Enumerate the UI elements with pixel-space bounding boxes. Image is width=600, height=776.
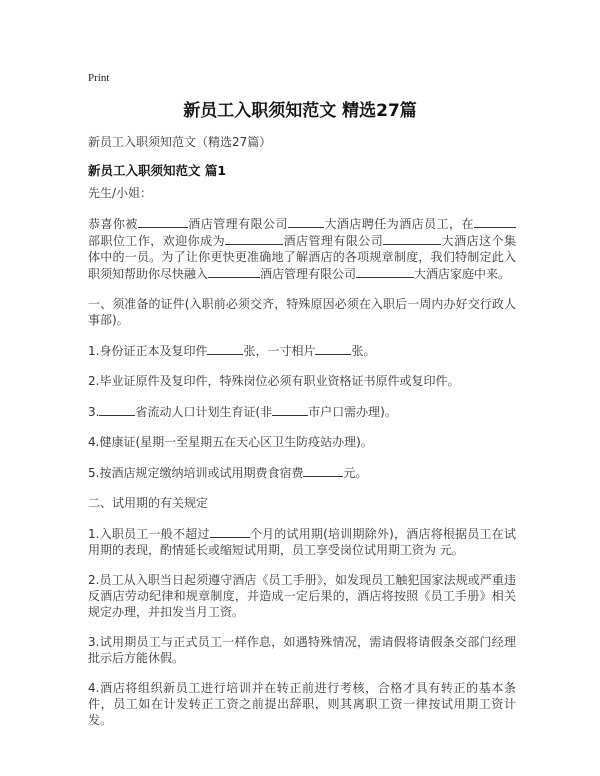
fill-blank (138, 215, 188, 228)
intro-paragraph (88, 215, 516, 282)
fill-blank (356, 265, 414, 278)
item-text: 张，一寸相片 (243, 344, 316, 358)
intro-text: 大酒店聘任为酒店员工，在 (323, 217, 474, 231)
section1-item-2: 2.毕业证原件及复印件，特殊岗位必须有职业资格证书原件或复印件。 (88, 374, 460, 388)
fill-blank (208, 265, 260, 278)
item-text: 个月的试用期(培训期除外)，酒店将根据员工在试用期的表现，酌情延长或缩短试用期，员工享受岗位试用期工资为 元。 (88, 527, 516, 557)
fill-blank (99, 403, 135, 416)
fill-blank (225, 232, 283, 245)
fill-blank (383, 232, 441, 245)
section1-item-3 (88, 403, 516, 420)
item-text: 1.身份证正本及复印件 (88, 344, 208, 358)
fill-blank (288, 215, 324, 228)
item-text: 省流动人口计划生育证(非 (135, 405, 273, 419)
section2-item-1 (88, 525, 516, 558)
document-title: 新员工入职须知范文 精选27篇 (183, 101, 417, 121)
intro-text: 恭喜你被 (88, 217, 138, 231)
article-body (88, 185, 516, 742)
fill-blank (272, 403, 308, 416)
item-text: 5.按酒店规定缴纳培训或试用期费食宿费 (88, 466, 304, 480)
fill-blank (474, 215, 516, 228)
document-subtitle: 新员工入职须知范文（精选27篇） (88, 135, 272, 149)
item-text: 市户口需办理)。 (308, 405, 397, 419)
intro-text: 大酒店家庭中来。 (414, 267, 511, 281)
section1-item-4: 4.健康证(星期一至星期五在天心区卫生防疫站办理)。 (88, 435, 373, 449)
section1-item-5 (88, 464, 516, 481)
fill-blank (210, 525, 250, 538)
intro-text: 酒店管理有限公司 (283, 234, 384, 248)
salutation: 先生/小姐： (88, 186, 153, 200)
fill-blank (207, 342, 243, 355)
fill-blank (303, 464, 343, 477)
fill-blank (315, 342, 351, 355)
intro-text: 酒店管理有限公司 (260, 267, 357, 281)
item-text: 张。 (351, 344, 376, 358)
section1-item-1 (88, 342, 516, 359)
section2-item-4: 4.酒店将组织新员工进行培训并在转正前进行考核，合格才具有转正的基本条件，员工如在计发转正工资之前提出辞职，则其离职工资一律按试用期工资计发。 (88, 681, 516, 727)
section1-heading: 一、须准备的证件(入职前必须交齐，特殊原因必须在入职后一周内办好交行政人事部)。 (88, 297, 516, 327)
item-text: 元。 (343, 466, 368, 480)
section2-heading: 二、试用期的有关规定 (88, 496, 209, 510)
item-text: 3. (88, 405, 100, 419)
intro-text: 酒店管理有限公司 (187, 217, 288, 231)
article-heading: 新员工入职须知范文 篇1 (88, 163, 227, 178)
intro-text: 部职位工作，欢迎你成为 (88, 234, 226, 248)
item-text: 1.入职员工一般不超过 (88, 527, 210, 541)
section2-item-3: 3.试用期员工与正式员工一样作息，如遇特殊情况，需请假将请假条交部门经理批示后方能休假。 (88, 635, 516, 665)
print-link[interactable]: Print (88, 72, 110, 84)
intro-text: 大酒店这个集体中的一员。为了让你更快更准确地了解酒店的各项规章制度，我们特制定此入职须知帮助你尽快融入 (88, 234, 516, 281)
section2-item-2: 2.员工从入职当日起须遵守酒店《员工手册》，如发现员工触犯国家法规或严重违反酒店劳动纪律和规章制度，并造成一定后果的，酒店将按照《员工手册》相关规定办理，并扣发当月工资。 (88, 573, 516, 619)
